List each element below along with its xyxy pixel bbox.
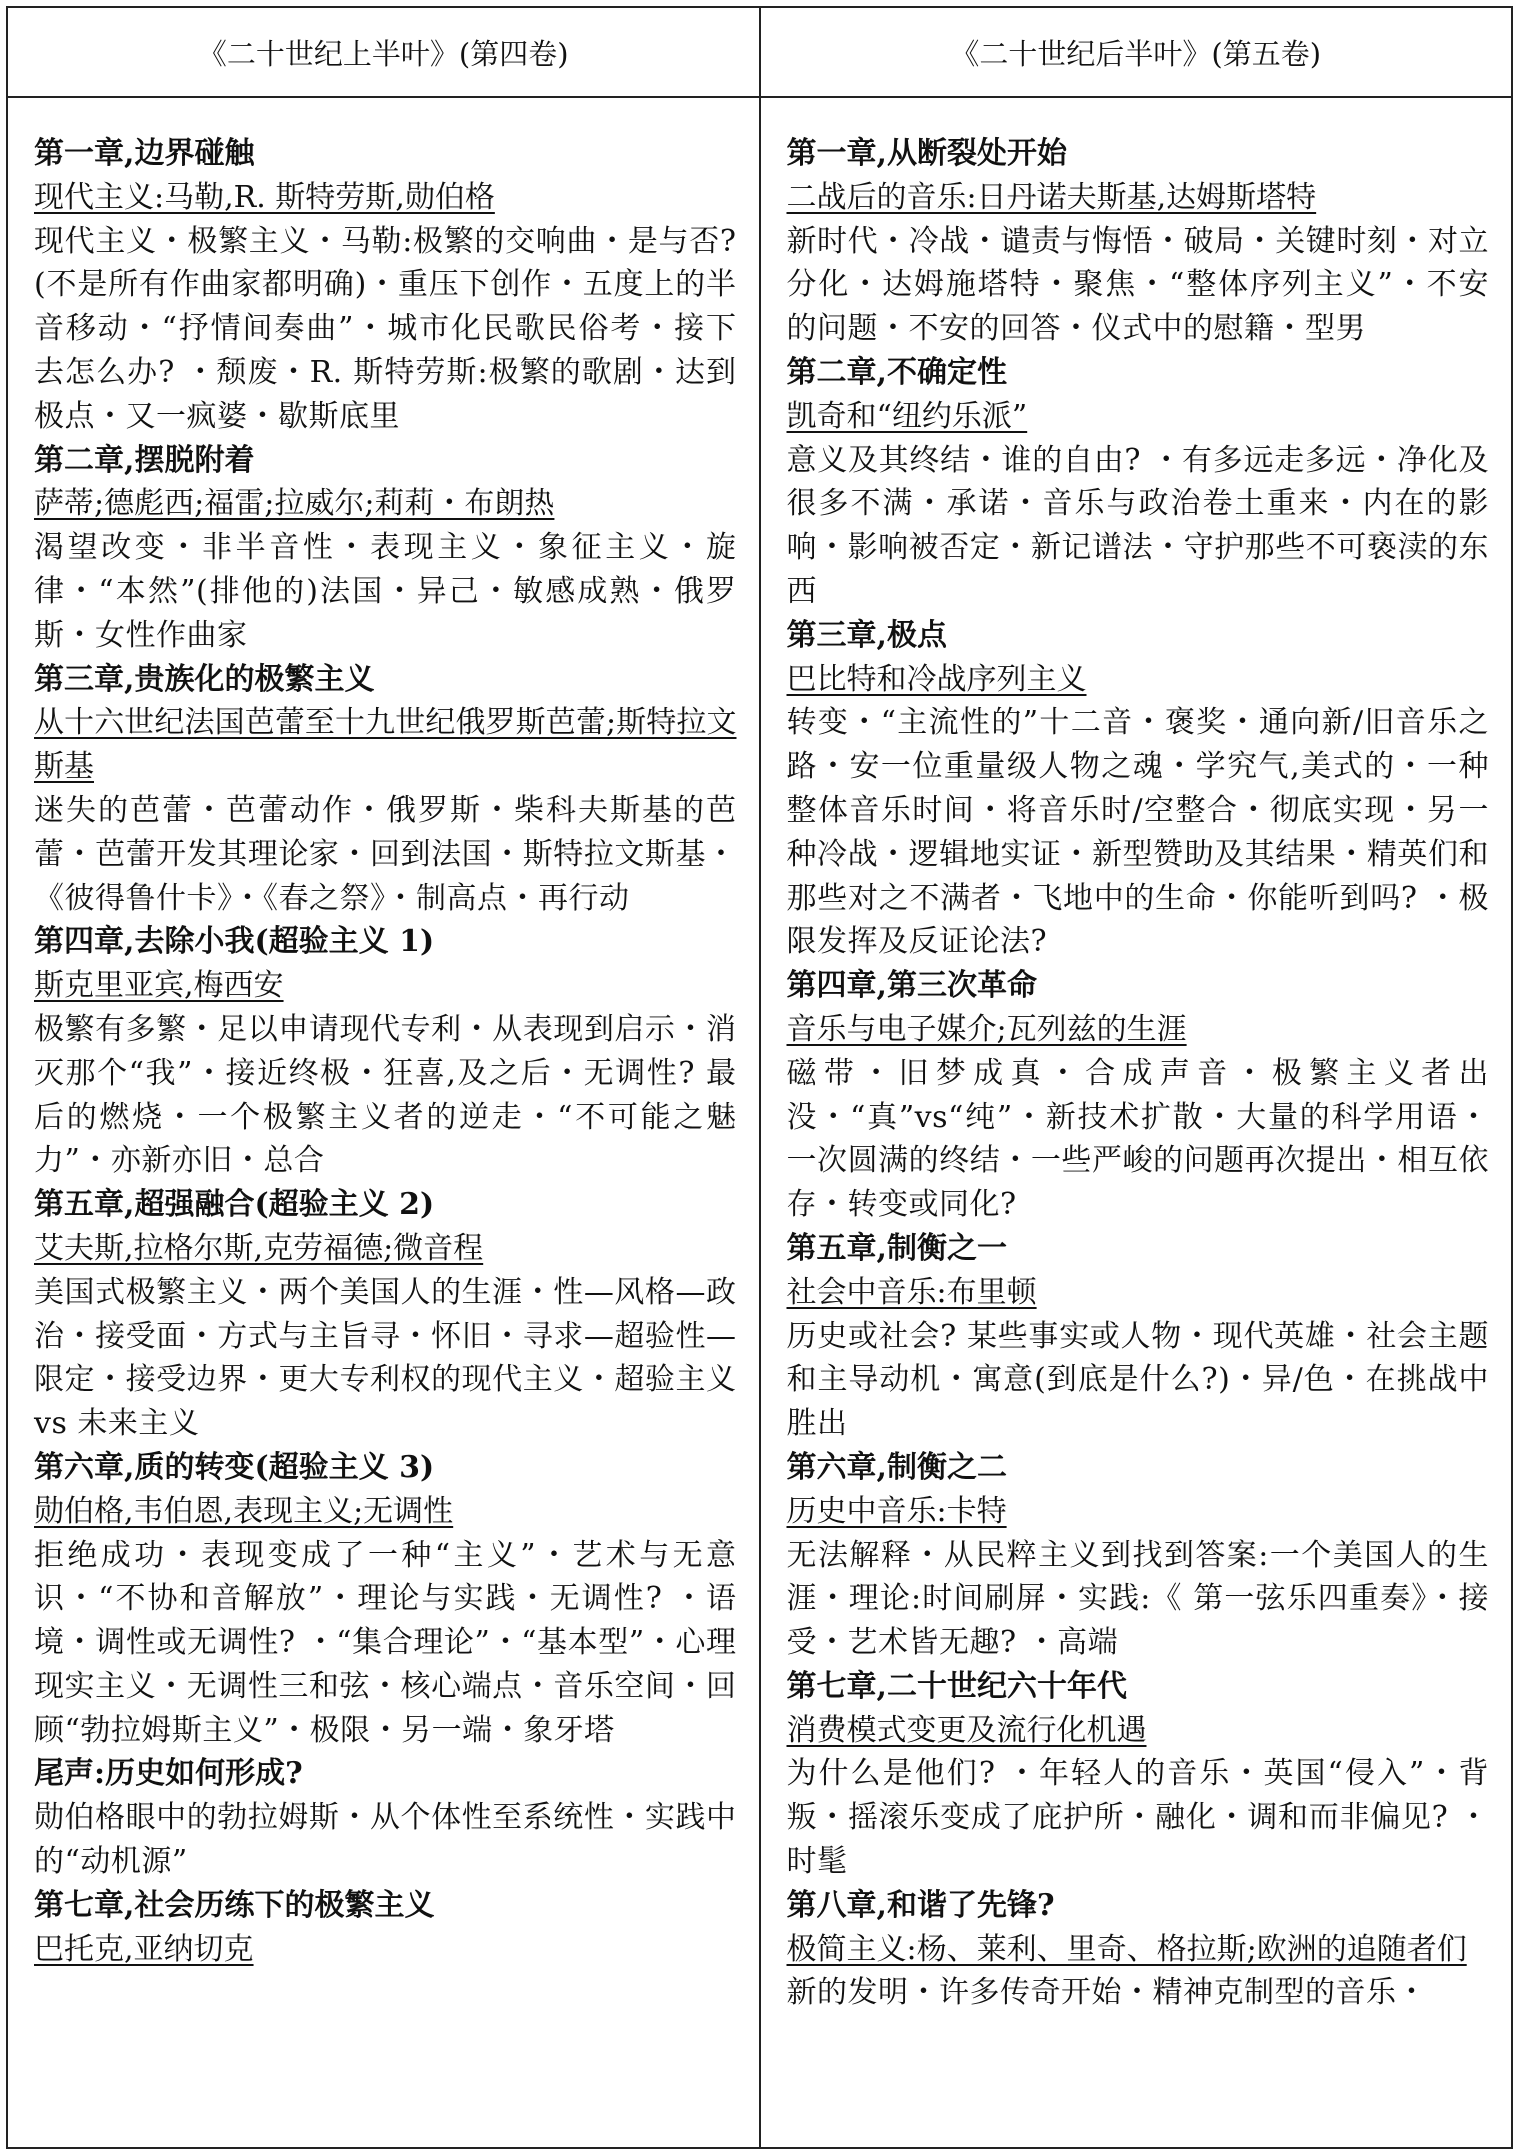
chapter-topics: 磁带・旧梦成真・合成声音・极繁主义者出没・“真”vs“纯”・新技术扩散・大量的科学用语・一次圆满的终结・一些严峻的问题再次提出・相互依存・转变或同化? (786, 1055, 1489, 1223)
epilogue-topics: 勋伯格眼中的勃拉姆斯・从个体性至系统性・实践中的“动机源” (34, 1800, 737, 1880)
chapter-entry (34, 658, 737, 921)
chapter-entry (34, 1183, 737, 1446)
content-row (7, 97, 1512, 2148)
chapter-subtitle: 凯奇和“纽约乐派” (786, 398, 1028, 434)
chapter-entry (34, 132, 737, 439)
chapter-topics: 渴望改变・非半音性・表现主义・象征主义・旋律・“本然”(排他的)法国・异己・敏感成熟・俄罗斯・女性作曲家 (34, 530, 737, 653)
header-row (7, 7, 1512, 97)
volume-4-column (7, 97, 760, 2148)
chapter-subtitle: 极简主义:杨、莱利、里奇、格拉斯;欧洲的追随者们 (786, 1931, 1467, 1967)
chapter-title: 第四章,第三次革命 (786, 968, 1037, 1004)
chapter-entry (787, 614, 1490, 964)
chapter-entry (787, 1227, 1490, 1446)
chapter-topics: 极繁有多繁・足以申请现代专利・从表现到启示・消灭那个“我”・接近终极・狂喜,及之后・无调性? 最后的燃烧・一个极繁主义者的逆走・“不可能之魅力”・亦新亦旧・总合 (34, 1011, 737, 1179)
chapter-subtitle: 巴比特和冷战序列主义 (786, 661, 1087, 697)
volume-5-header: 《二十世纪后半叶》(第五卷) (760, 7, 1513, 97)
chapter-title: 第五章,超强融合(超验主义 2) (34, 1187, 435, 1223)
chapter-subtitle: 二战后的音乐:日丹诺夫斯基,达姆斯塔特 (786, 179, 1317, 215)
chapter-title: 第七章,二十世纪六十年代 (786, 1668, 1127, 1704)
chapter-topics: 为什么是他们? ・年轻人的音乐・英国“侵入”・背叛・摇滚乐变成了庇护所・融化・调和而非偏见? ・时髦 (786, 1756, 1489, 1880)
chapter-entry (34, 439, 737, 658)
chapter-topics: 美国式极繁主义・两个美国人的生涯・性—风格—政治・接受面・方式与主旨寻・怀旧・寻求—超验性—限定・接受边界・更大专利权的现代主义・超验主义 vs 未来主义 (34, 1274, 737, 1442)
chapter-subtitle: 历史中音乐:卡特 (786, 1493, 1007, 1529)
chapter-entry (787, 1446, 1490, 1665)
chapter-entry (34, 920, 737, 1183)
chapter-title: 第六章,制衡之二 (786, 1449, 1007, 1485)
chapter-title: 第五章,制衡之一 (786, 1230, 1007, 1266)
chapter-title: 第八章,和谐了先锋? (786, 1887, 1055, 1923)
chapter-entry (787, 1665, 1490, 1884)
epilogue-title: 尾声:历史如何形成? (34, 1756, 303, 1792)
chapter-title: 第三章,贵族化的极繁主义 (34, 661, 375, 697)
chapter-topics: 新的发明・许多传奇开始・精神克制型的音乐・ (786, 1975, 1427, 2011)
chapter-title: 第二章,不确定性 (786, 354, 1007, 390)
chapter-subtitle: 社会中音乐:布里顿 (786, 1274, 1037, 1310)
chapter-title: 第三章,极点 (786, 617, 947, 653)
chapter-topics: 转变・“主流性的”十二音・褒奖・通向新/旧音乐之路・安一位重量级人物之魂・学究气,美式的・一种整体音乐时间・将音乐时/空整合・彻底实现・另一种冷战・逻辑地实证・新型赞助及其结果・精英们和那些对之不满者・飞地中的生命・你能听到吗? ・极限发挥及反证论法? (786, 705, 1489, 960)
chapter-title: 第一章,边界碰触 (34, 136, 255, 171)
chapter-subtitle: 音乐与电子媒介;瓦列兹的生涯 (786, 1011, 1187, 1047)
chapter-title: 第六章,质的转变(超验主义 3) (34, 1449, 435, 1485)
chapter-entry (787, 132, 1490, 351)
chapter-subtitle: 从十六世纪法国芭蕾至十九世纪俄罗斯芭蕾;斯特拉文斯基 (34, 705, 737, 785)
chapter-entry (34, 1446, 737, 1753)
chapter-topics: 意义及其终结・谁的自由? ・有多远走多远・净化及很多不满・承诺・音乐与政治卷土重来・内在的影响・影响被否定・新记谱法・守护那些不可亵渎的东西 (786, 442, 1489, 609)
chapter-subtitle: 勋伯格,韦伯恩,表现主义;无调性 (34, 1493, 454, 1529)
volume-5-column (760, 97, 1513, 2148)
epilogue-entry (34, 1752, 737, 1883)
chapter-title: 第二章,摆脱附着 (34, 442, 255, 478)
chapter-topics: 迷失的芭蕾・芭蕾动作・俄罗斯・柴科夫斯基的芭蕾・芭蕾开发其理论家・回到法国・斯特拉文斯基・《彼得鲁什卡》・《春之祭》・制高点・再行动 (34, 792, 737, 916)
chapter-topics: 新时代・冷战・谴责与悔悟・破局・关键时刻・对立分化・达姆施塔特・聚焦・“整体序列主义”・不安的问题・不安的回答・仪式中的慰籍・型男 (786, 223, 1489, 347)
chapter-topics: 无法解释・从民粹主义到找到答案:一个美国人的生涯・理论:时间刷屏・实践:《 第一弦乐四重奏》・接受・艺术皆无趣? ・高端 (786, 1537, 1489, 1661)
chapter-subtitle: 巴托克,亚纳切克 (34, 1931, 254, 1967)
chapter-entry (787, 1884, 1490, 2015)
chapter-title: 第七章,社会历练下的极繁主义 (34, 1887, 435, 1923)
volume-4-header: 《二十世纪上半叶》(第四卷) (7, 7, 760, 97)
chapter-entry (34, 1884, 737, 1972)
chapter-topics: 历史或社会? 某些事实或人物・现代英雄・社会主题和主导动机・寓意(到底是什么?)・异/色・在挑战中胜出 (786, 1318, 1489, 1442)
chapter-topics: 现代主义・极繁主义・马勒:极繁的交响曲・是与否?(不是所有作曲家都明确)・重压下创作・五度上的半音移动・“抒情间奏曲”・城市化民歌民俗考・接下去怎么办? ・颓废・R. 斯特劳斯:极繁的歌剧・达到极点・又一疯婆・歇斯底里 (34, 223, 737, 434)
chapter-subtitle: 消费模式变更及流行化机遇 (786, 1712, 1147, 1748)
chapter-subtitle: 萨蒂;德彪西;福雷;拉威尔;莉莉・布朗热 (34, 486, 555, 522)
chapter-subtitle: 现代主义:马勒,R. 斯特劳斯,勋伯格 (34, 179, 495, 215)
chapter-subtitle: 斯克里亚宾,梅西安 (34, 968, 284, 1004)
chapter-title: 第一章,从断裂处开始 (786, 136, 1067, 171)
chapter-entry (787, 964, 1490, 1227)
chapter-entry (787, 351, 1490, 614)
toc-comparison-table (6, 6, 1513, 2149)
chapter-subtitle: 艾夫斯,拉格尔斯,克劳福德;微音程 (34, 1230, 484, 1266)
chapter-topics: 拒绝成功・表现变成了一种“主义”・艺术与无意识・“不协和音解放”・理论与实践・无调性? ・语境・调性或无调性? ・“集合理论”・“基本型”・心理现实主义・无调性三和弦・核心端点・音乐空间・回顾“勃拉姆斯主义”・极限・另一端・象牙塔 (34, 1537, 737, 1748)
chapter-title: 第四章,去除小我(超验主义 1) (34, 924, 435, 960)
